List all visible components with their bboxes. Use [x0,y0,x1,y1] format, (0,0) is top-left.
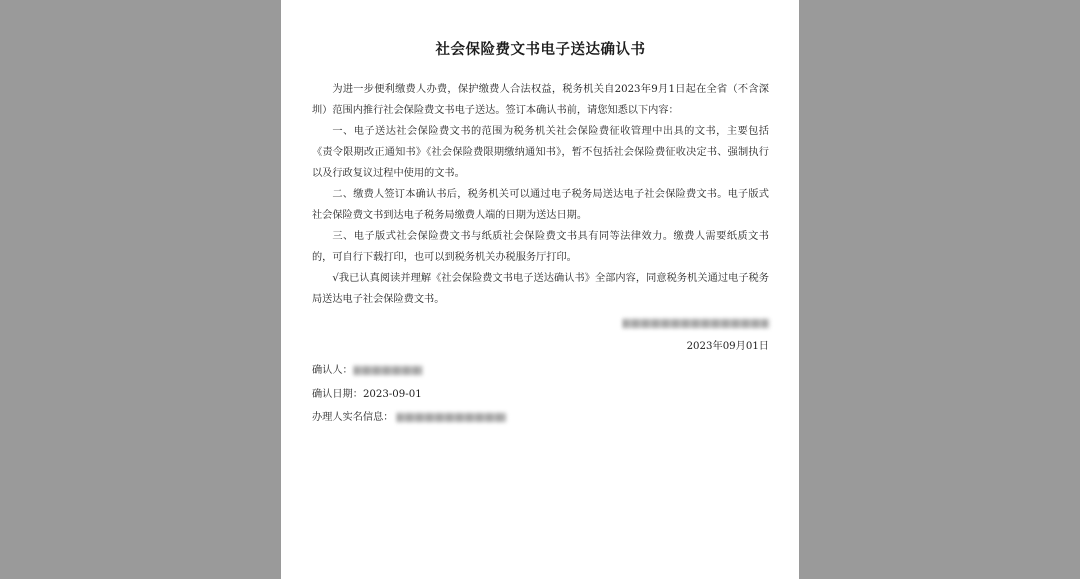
handler-label: 办理人实名信息： [312,412,394,423]
document-title: 社会保险费文书电子送达确认书 [435,42,646,58]
intro-paragraph: 为进一步便利缴费人办费，保护缴费人合法权益，税务机关自2023年9月1日起在全省（不含深圳）范围内推行社会保险费文书电子送达。签订本确认书前，请您知悉以下内容： [312,84,769,116]
confirmer-line [312,359,769,383]
handler-line [312,406,769,430]
confirmer-label: 确认人： [312,365,353,376]
redacted-handler-info [397,413,507,422]
confirm-date-label: 确认日期： [312,388,363,400]
document-page [281,0,799,579]
clause-3-paragraph: 三、电子版式社会保险费文书与纸质社会保险费文书具有同等法律效力。缴费人需要纸质文书的，可自行下载打印，也可以到税务机关办税服务厅打印。 [312,231,769,263]
redacted-signature [623,319,769,328]
sign-date: 2023年09月01日 [686,341,769,352]
clause-1-paragraph: 一、电子送达社会保险费文书的范围为税务机关社会保险费征收管理中出具的文书，主要包括《责令限期改正通知书》《社会保险费限期缴纳通知书》，暂不包括社会保险费征收决定书、强制执行以及行政复议过程中使用的文书。 [312,126,769,179]
redacted-confirmer-name [354,366,422,375]
confirm-date-value: 2023-09-01 [362,388,422,400]
signature-row [312,312,769,336]
clause-2-paragraph: 二、缴费人签订本确认书后，税务机关可以通过电子税务局送达电子社会保险费文书。电子版式社会保险费文书到达电子税务局缴费人端的日期为送达日期。 [312,189,769,221]
confirm-date-line [312,383,769,407]
agreement-paragraph: √我已认真阅读并理解《社会保险费文书电子送达确认书》全部内容，同意税务机关通过电子税务局送达电子社会保险费文书。 [312,273,769,305]
